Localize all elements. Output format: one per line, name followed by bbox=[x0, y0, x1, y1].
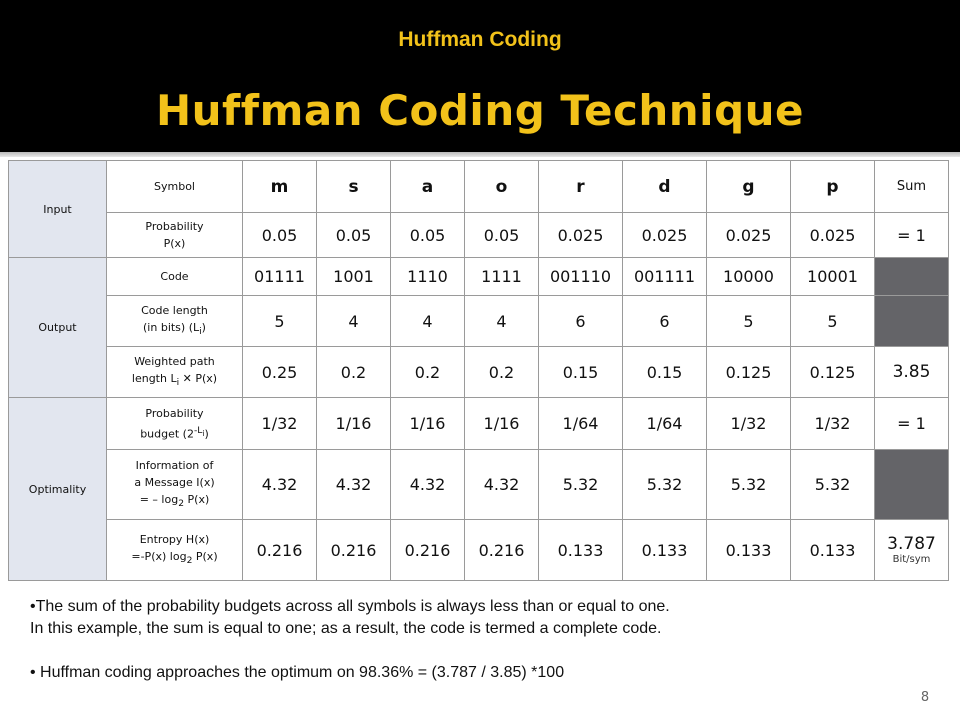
row-label-code: Code bbox=[107, 258, 243, 296]
empty-sum-cell bbox=[875, 296, 949, 347]
empty-sum-cell bbox=[875, 258, 949, 296]
label-line: (in bits) (L bbox=[143, 320, 200, 334]
information-cell: 5.32 bbox=[791, 450, 875, 520]
weighted-cell: 0.125 bbox=[791, 347, 875, 398]
probability-cell: 0.05 bbox=[391, 213, 465, 258]
weighted-cell: 0.2 bbox=[465, 347, 539, 398]
empty-sum-cell bbox=[875, 450, 949, 520]
row-label-information bbox=[107, 450, 243, 520]
entropy-cell: 0.216 bbox=[317, 520, 391, 581]
entropy-cell: 0.133 bbox=[791, 520, 875, 581]
code-length-cell: 5 bbox=[243, 296, 317, 347]
weighted-row bbox=[9, 347, 949, 398]
sum-header: Sum bbox=[875, 161, 949, 213]
note-line: • Huffman coding approaches the optimum on 98.36% = (3.787 / 3.85) *100 bbox=[30, 664, 565, 681]
probability-sum: = 1 bbox=[875, 213, 949, 258]
entropy-sum bbox=[875, 520, 949, 581]
code-length-cell: 4 bbox=[391, 296, 465, 347]
entropy-cell: 0.133 bbox=[707, 520, 791, 581]
label-subscript: i bbox=[199, 326, 202, 338]
label-line: a Message I(x) bbox=[134, 475, 215, 489]
code-cell: 10001 bbox=[791, 258, 875, 296]
note-spacer bbox=[30, 640, 930, 662]
symbol-row bbox=[9, 161, 949, 213]
budget-cell: 1/64 bbox=[539, 398, 623, 450]
budget-cell: 1/16 bbox=[317, 398, 391, 450]
label-subscript: 2 bbox=[186, 555, 193, 567]
note-line: •The sum of the probability budgets across all symbols is always less than or equal to one. bbox=[30, 598, 670, 615]
code-length-cell: 4 bbox=[317, 296, 391, 347]
entropy-sum-unit: Bit/sym bbox=[892, 554, 931, 565]
label-superscript-text: -L bbox=[193, 424, 203, 436]
probability-cell: 0.05 bbox=[465, 213, 539, 258]
group-label-optimality: Optimality bbox=[9, 398, 107, 581]
code-length-cell: 5 bbox=[707, 296, 791, 347]
symbol-cell: a bbox=[391, 161, 465, 213]
title-banner bbox=[0, 0, 960, 152]
entropy-cell: 0.133 bbox=[623, 520, 707, 581]
entropy-cell: 0.216 bbox=[391, 520, 465, 581]
information-cell: 5.32 bbox=[539, 450, 623, 520]
code-cell: 1110 bbox=[391, 258, 465, 296]
label-line: Probability bbox=[145, 406, 204, 420]
label-line: Code length bbox=[141, 303, 208, 317]
page-number: 8 bbox=[920, 690, 930, 705]
information-cell: 4.32 bbox=[465, 450, 539, 520]
header-separator bbox=[0, 152, 960, 157]
code-length-cell: 6 bbox=[623, 296, 707, 347]
budget-row bbox=[9, 398, 949, 450]
group-label-input: Input bbox=[9, 161, 107, 258]
entropy-row bbox=[9, 520, 949, 581]
budget-cell: 1/16 bbox=[391, 398, 465, 450]
code-cell: 1111 bbox=[465, 258, 539, 296]
symbol-cell: o bbox=[465, 161, 539, 213]
budget-cell: 1/32 bbox=[707, 398, 791, 450]
slide-title: Huffman Coding Technique bbox=[155, 86, 805, 135]
information-cell: 5.32 bbox=[707, 450, 791, 520]
probability-cell: 0.025 bbox=[539, 213, 623, 258]
notes-block bbox=[30, 596, 930, 684]
row-label-budget bbox=[107, 398, 243, 450]
code-cell: 001110 bbox=[539, 258, 623, 296]
row-label-entropy bbox=[107, 520, 243, 581]
row-label-code-length bbox=[107, 296, 243, 347]
symbol-cell: m bbox=[243, 161, 317, 213]
probability-cell: 0.05 bbox=[243, 213, 317, 258]
symbol-cell: s bbox=[317, 161, 391, 213]
label-line: P(x) bbox=[163, 237, 186, 250]
symbol-cell: d bbox=[623, 161, 707, 213]
weighted-cell: 0.2 bbox=[391, 347, 465, 398]
weighted-cell: 0.25 bbox=[243, 347, 317, 398]
code-row bbox=[9, 258, 949, 296]
code-length-cell: 6 bbox=[539, 296, 623, 347]
symbol-cell: g bbox=[707, 161, 791, 213]
probability-cell: 0.025 bbox=[623, 213, 707, 258]
budget-cell: 1/16 bbox=[465, 398, 539, 450]
label-line: =-P(x) log bbox=[131, 549, 187, 563]
group-label-output: Output bbox=[9, 258, 107, 398]
label-line: Probability bbox=[145, 220, 204, 233]
label-line: Information of bbox=[135, 458, 214, 472]
label-line: Weighted path bbox=[134, 354, 215, 368]
label-line: P(x) bbox=[184, 492, 210, 506]
entropy-cell: 0.216 bbox=[465, 520, 539, 581]
label-line: ✕ P(x) bbox=[179, 371, 218, 385]
code-cell: 001111 bbox=[623, 258, 707, 296]
code-cell: 10000 bbox=[707, 258, 791, 296]
probability-cell: 0.025 bbox=[707, 213, 791, 258]
code-length-cell: 5 bbox=[791, 296, 875, 347]
label-subscript: i bbox=[176, 377, 180, 389]
information-row bbox=[9, 450, 949, 520]
weighted-sum: 3.85 bbox=[875, 347, 949, 398]
symbol-cell: r bbox=[539, 161, 623, 213]
label-line: ) bbox=[204, 427, 209, 441]
probability-cell: 0.05 bbox=[317, 213, 391, 258]
label-subscript: 2 bbox=[178, 498, 185, 510]
information-cell: 4.32 bbox=[391, 450, 465, 520]
label-line: ) bbox=[201, 320, 206, 334]
huffman-table bbox=[8, 160, 949, 581]
note-line: In this example, the sum is equal to one; as a result, the code is termed a complete code. bbox=[30, 620, 662, 637]
label-line: budget (2 bbox=[140, 427, 194, 441]
code-length-cell: 4 bbox=[465, 296, 539, 347]
information-cell: 5.32 bbox=[623, 450, 707, 520]
weighted-cell: 0.2 bbox=[317, 347, 391, 398]
row-label-probability bbox=[107, 213, 243, 258]
symbol-cell: p bbox=[791, 161, 875, 213]
code-cell: 1001 bbox=[317, 258, 391, 296]
probability-row bbox=[9, 213, 949, 258]
budget-cell: 1/64 bbox=[623, 398, 707, 450]
entropy-cell: 0.216 bbox=[243, 520, 317, 581]
label-line: P(x) bbox=[192, 549, 218, 563]
information-cell: 4.32 bbox=[243, 450, 317, 520]
budget-cell: 1/32 bbox=[243, 398, 317, 450]
label-line: Entropy H(x) bbox=[139, 532, 210, 546]
row-label-symbol: Symbol bbox=[107, 161, 243, 213]
probability-cell: 0.025 bbox=[791, 213, 875, 258]
weighted-cell: 0.15 bbox=[539, 347, 623, 398]
entropy-cell: 0.133 bbox=[539, 520, 623, 581]
code-cell: 01111 bbox=[243, 258, 317, 296]
code-length-row bbox=[9, 296, 949, 347]
budget-sum: = 1 bbox=[875, 398, 949, 450]
row-label-weighted bbox=[107, 347, 243, 398]
weighted-cell: 0.125 bbox=[707, 347, 791, 398]
entropy-sum-value: 3.787 bbox=[887, 534, 936, 554]
label-line: = – log bbox=[139, 492, 179, 506]
weighted-cell: 0.15 bbox=[623, 347, 707, 398]
label-superscript bbox=[194, 425, 205, 436]
slide-header-title: Huffman Coding bbox=[398, 28, 562, 51]
label-subscript: i bbox=[202, 428, 205, 438]
information-cell: 4.32 bbox=[317, 450, 391, 520]
label-line: length L bbox=[131, 371, 177, 385]
budget-cell: 1/32 bbox=[791, 398, 875, 450]
